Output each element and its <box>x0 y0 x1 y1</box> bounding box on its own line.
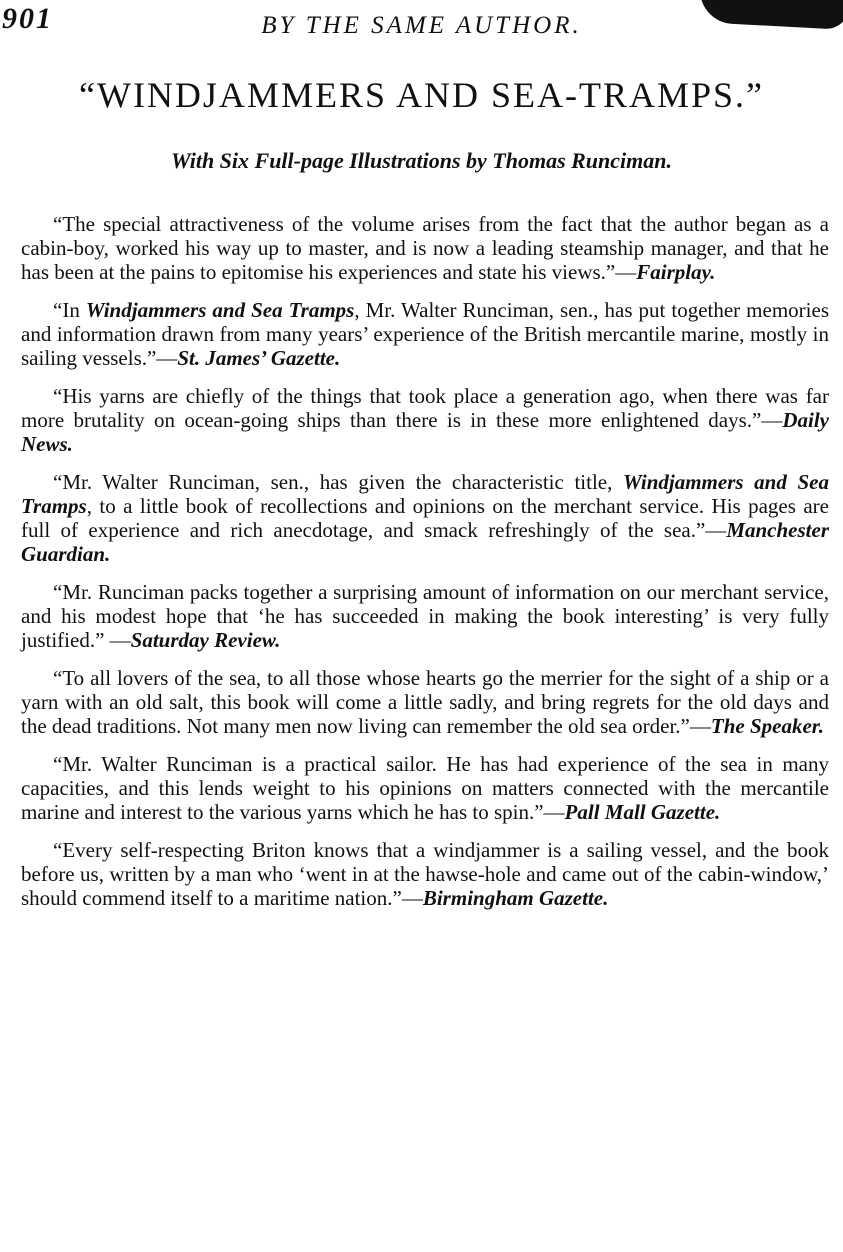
review-paragraph <box>21 212 829 284</box>
press-reviews <box>21 212 829 924</box>
review-source: The Speaker. <box>710 714 825 738</box>
review-text: , to a little book of recollections and opinions on the merchant service. His pages are full of experience and rich anecdotage, and smack refreshingly of the sea.”— <box>21 494 829 542</box>
review-text: “The special attractiveness of the volume arises from the fact that the author began as a cabin-boy, worked his way up to master, and is now a leading steamship manager, and that he has been at the pains to epitomise his experiences and state his views.”— <box>21 212 829 284</box>
review-paragraph <box>21 838 829 910</box>
review-text: “Mr. Runciman packs together a surprising amount of information on our merchant service, and his modest hope that ‘he has succeeded in making the book interesting’ is very fully justified.” — <box>21 580 829 652</box>
corner-page-mark: 901 <box>2 2 53 35</box>
review-source: Saturday Review. <box>130 628 281 652</box>
review-paragraph <box>21 752 829 824</box>
page-header: BY THE SAME AUTHOR. <box>261 12 582 39</box>
review-source: Birmingham Gazette. <box>422 886 609 910</box>
review-text-lead: “Mr. Walter Runciman, sen., has given the characteristic title, <box>53 470 623 494</box>
review-text: “To all lovers of the sea, to all those whose hearts go the merrier for the sight of a ship or a yarn with an old salt, this book will come a little sadly, and bring regrets for the old days and the dead traditions. Not many men now living can remember the old sea order.”— <box>21 666 829 738</box>
review-text: “Every self-respecting Briton knows that a windjammer is a sailing vessel, and the book before us, written by a man who ‘went in at the hawse-hole and came out of the cabin-window,’ should commend itself to a maritime nation.”— <box>21 838 829 910</box>
review-paragraph <box>21 580 829 652</box>
review-source: St. James’ Gazette. <box>177 346 341 370</box>
book-subtitle: With Six Full-page Illustrations by Thomas Runciman. <box>170 148 673 173</box>
review-text: , Mr. Walter Runciman, sen., has put together memories and information drawn from many years’ experience of the British mercantile marine, mostly in sailing vessels.”— <box>21 298 829 370</box>
review-paragraph <box>21 384 829 456</box>
review-source: Pall Mall Gazette. <box>564 800 721 824</box>
book-title-mention: Windjammers and Sea Tramps <box>21 470 829 518</box>
review-source: Daily News. <box>21 408 829 456</box>
review-paragraph <box>21 666 829 738</box>
review-text-lead: “In <box>53 298 86 322</box>
book-title: “WINDJAMMERS AND SEA-TRAMPS.” <box>78 75 765 115</box>
book-title-mention: Windjammers and Sea Tramps <box>85 298 355 322</box>
review-source: Manchester Guardian. <box>21 518 829 566</box>
review-source: Fairplay. <box>636 260 716 284</box>
review-text: “Mr. Walter Runciman is a practical sailor. He has had experience of the sea in many capacities, and this lends weight to his opinions on matters connected with the mercantile marine and interest to the various yarns which he has to spin.”— <box>21 752 829 824</box>
review-paragraph <box>21 470 829 566</box>
review-text: “His yarns are chiefly of the things that took place a generation ago, when there was far more brutality on ocean-going ships than there is in these more enlightened days.”— <box>21 384 829 432</box>
review-paragraph <box>21 298 829 370</box>
